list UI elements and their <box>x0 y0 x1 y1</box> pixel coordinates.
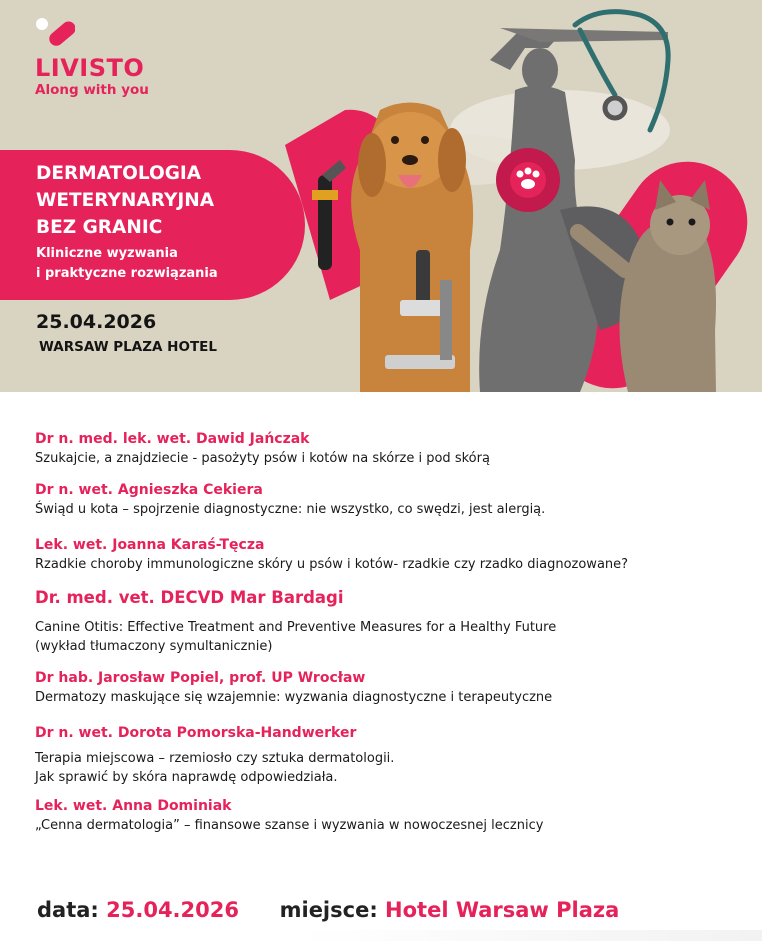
agenda-item <box>35 535 628 574</box>
speaker-name: Dr hab. Jarosław Popiel, prof. UP Wrocław <box>35 670 366 686</box>
speaker-name: Dr n. wet. Dorota Pomorska-Handwerker <box>35 725 357 741</box>
pill-logo-icon <box>35 16 75 52</box>
date-value: 25.04.2026 <box>106 898 239 922</box>
hero-banner <box>0 0 762 392</box>
talk-title: „Cenna dermatologia” – finansowe szanse i wyzwania w nowoczesnej lecznicy <box>35 818 544 833</box>
event-title-line: DERMATOLOGIA <box>36 163 202 184</box>
talk-title: Szukajcie, a znajdziecie - pasożyty psów i kotów na skórze i pod skórą <box>35 451 490 466</box>
agenda-item <box>35 723 394 787</box>
talk-title: Rzadkie choroby immunologiczne skóry u psów i kotów- rzadkie czy rzadko diagnozowane? <box>35 557 629 572</box>
place-label: miejsce: <box>279 898 378 922</box>
talk-title: Canine Otitis: Effective Treatment and Preventive Measures for a Healthy Future <box>35 620 557 635</box>
brand-name: LIVISTO <box>35 54 145 82</box>
title-banner <box>0 150 305 300</box>
event-title <box>36 160 214 241</box>
date-label: data: <box>37 898 99 922</box>
event-date: 25.04.2026 <box>36 311 157 333</box>
talk-title-line: Jak sprawić by skóra naprawdę odpowiedziała. <box>35 770 338 785</box>
agenda-item <box>35 668 552 707</box>
agenda-item <box>35 586 556 656</box>
place-value: Hotel Warsaw Plaza <box>385 898 620 922</box>
speaker-name: Lek. wet. Anna Dominiak <box>35 798 232 814</box>
talk-title: Dermatozy maskujące się wzajemnie: wyzwania diagnostyczne i terapeutyczne <box>35 690 553 705</box>
agenda-item <box>35 429 490 468</box>
event-title-line: BEZ GRANIC <box>36 217 163 238</box>
speaker-name: Dr n. wet. Agnieszka Cekiera <box>35 482 263 498</box>
event-subtitle <box>36 244 218 284</box>
speaker-name: Dr. med. vet. DECVD Mar Bardagi <box>35 588 344 607</box>
talk-note: (wykład tłumaczony symultanicznie) <box>35 639 273 654</box>
paw-emblem-icon <box>496 148 560 212</box>
event-footer <box>37 898 619 922</box>
dog-image <box>351 103 473 393</box>
talk-title: Świąd u kota – spojrzenie diagnostyczne: nie wszystko, co swędzi, jest alergią. <box>35 502 546 517</box>
event-subtitle-line: i praktyczne rozwiązania <box>36 266 218 281</box>
footer-fade-bar <box>300 930 762 941</box>
speaker-name: Dr n. med. lek. wet. Dawid Jańczak <box>35 431 310 447</box>
event-venue: WARSAW PLAZA HOTEL <box>39 339 217 355</box>
speaker-name: Lek. wet. Joanna Karaś-Tęcza <box>35 537 265 553</box>
brand-tagline: Along with you <box>35 82 149 98</box>
agenda-item <box>35 480 545 519</box>
agenda-item <box>35 796 543 835</box>
talk-title: Terapia miejscowa – rzemiosło czy sztuka dermatologii. <box>35 751 395 766</box>
event-subtitle-line: Kliniczne wyzwania <box>36 246 178 261</box>
event-title-line: WETERYNARYJNA <box>36 190 215 211</box>
